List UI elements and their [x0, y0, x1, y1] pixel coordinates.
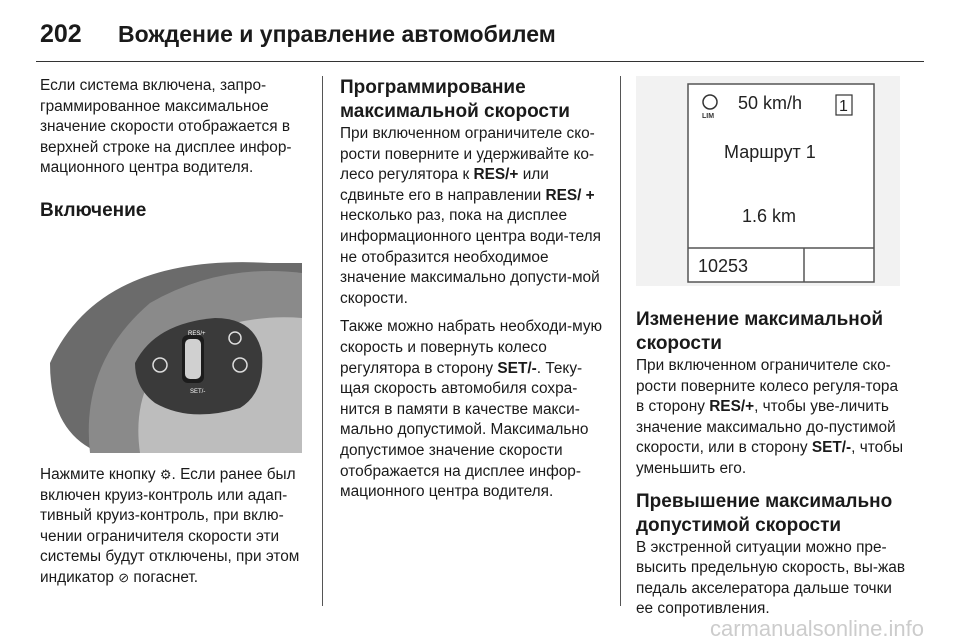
column-divider-1 [322, 76, 323, 606]
column-1 [40, 76, 308, 589]
cruise-indicator-icon: ⊘ [118, 569, 130, 585]
display-route: Маршрут 1 [724, 142, 816, 162]
speed-limiter-icon: ⚙ [159, 466, 172, 482]
display-box-number: 1 [839, 98, 848, 115]
heading-programming: Программирование максимальной скорости [340, 77, 570, 122]
heading-change: Изменение максимальной скорости [636, 309, 884, 354]
steering-wheel-image [40, 243, 302, 453]
column-2 [340, 76, 606, 503]
page-header [40, 14, 556, 54]
header-rule [36, 61, 924, 62]
display-speed: 50 km/h [738, 93, 803, 113]
heading-exceed: Превышение максимально допустимой скорости [636, 490, 893, 536]
after-image-text: Нажмите кнопку ⚙. Если ранее был включен круиз-контроль или адап-тивный круиз-контроль, при вклю-чении ограничителя скорости эти системы будут отключены, при этом индикатор ⊘ погаснет. [40, 465, 308, 589]
change-paragraph: При включенном ограничителе ско-рости поверните колесо регуля-тора в сторону RES/+, чтобы уве-личить значение максимально до-пустимой скорости, или в сторону SET/-, чтобы уменьшить его. [636, 357, 904, 477]
programming-paragraph-1: При включенном ограничителе ско-рости поверните и удерживайте ко-лесо регулятора к RES/+ или сдвиньте его в направлении RES/ + несколько раз, пока на дисплее информационного центра води-теля не отобразится необходимое значение максимально допусти-мой скорости. [340, 125, 601, 307]
driver-info-display [636, 76, 900, 286]
exceed-paragraph: В экстренной ситуации можно пре-высить предельную скорость, вы-жав педаль акселератора дальше точки ее сопротивления. [636, 538, 906, 618]
page-title: Вождение и управление автомобилем [118, 20, 556, 47]
column-divider-2 [620, 76, 621, 606]
wheel-set-label: SET/- [190, 388, 206, 395]
heading-on: Включение [40, 199, 147, 221]
display-distance: 1.6 km [742, 206, 797, 226]
intro-text: Если система включена, запро-граммированное максимальное значение скорости отображается в верхней строке на дисплее инфор-мационного центра водителя. [40, 77, 292, 177]
display-odometer: 10253 [698, 256, 749, 276]
programming-paragraph-2: Также можно набрать необходи-мую скорость и повернуть колесо регулятора в сторону SET/-. Теку-щая скорость автомобиля сохра-нится в памяти в качестве макси-мально допустимой. Максимально допустимое значение скорости отображается на дисплее инфор-мационного центра водителя. [340, 318, 603, 501]
column-3 [636, 76, 906, 620]
watermark: carmanualsonline.info [709, 616, 924, 641]
wheel-res-label: RES/+ [188, 330, 206, 337]
page-number: 202 [40, 19, 82, 48]
lim-label: LIM [702, 113, 715, 120]
